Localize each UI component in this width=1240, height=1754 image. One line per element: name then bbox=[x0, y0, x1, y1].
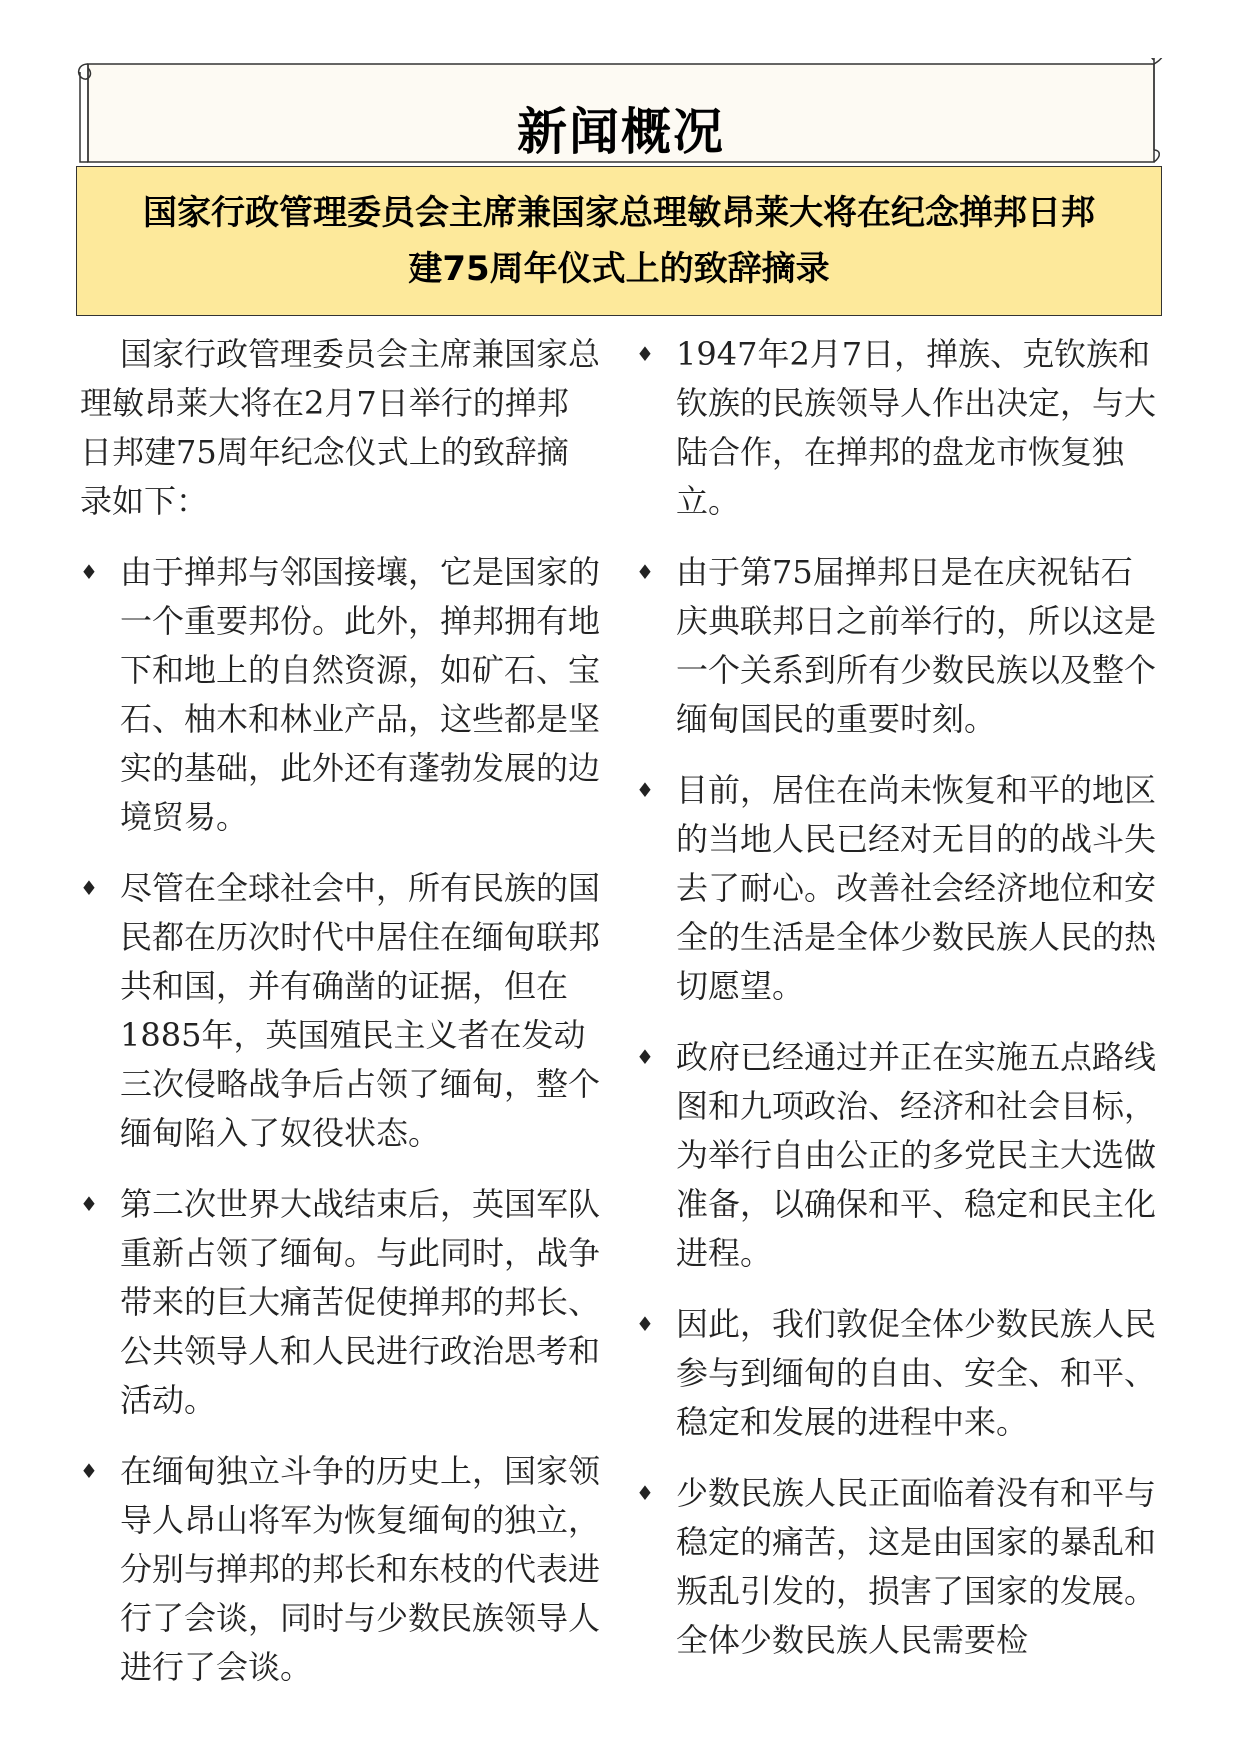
list-item bbox=[636, 1469, 1156, 1665]
bullet-text: 由于掸邦与邻国接壤，它是国家的一个重要邦份。此外，掸邦拥有地下和地上的自然资源，如矿石、宝石、柚木和林业产品，这些都是坚实的基础，此外还有蓬勃发展的边境贸易。 bbox=[120, 553, 601, 836]
headline-box bbox=[76, 166, 1162, 316]
diamond-bullet-icon: ♦ bbox=[636, 1481, 654, 1505]
right-column bbox=[636, 330, 1156, 1687]
bullet-text: 尽管在全球社会中，所有民族的国民都在历次时代中居住在缅甸联邦共和国，并有确凿的证据，但在1885年，英国殖民主义者在发动三次侵略战争后占领了缅甸，整个缅甸陷入了奴役状态。 bbox=[120, 869, 601, 1152]
list-item bbox=[80, 864, 600, 1158]
bullet-text: 少数民族人民正面临着没有和平与稳定的痛苦，这是由国家的暴乱和叛乱引发的，损害了国家的发展。全体少数民族人民需要检 bbox=[676, 1474, 1157, 1659]
list-item bbox=[636, 330, 1156, 526]
list-item bbox=[636, 766, 1156, 1011]
list-item bbox=[80, 548, 600, 842]
diamond-bullet-icon: ♦ bbox=[80, 876, 98, 900]
headline-line-2: 建75周年仪式上的致辞摘录 bbox=[408, 249, 830, 289]
title-scroll-banner bbox=[76, 58, 1166, 166]
list-item bbox=[80, 1447, 600, 1692]
page-title: 新闻概况 bbox=[517, 103, 725, 161]
diamond-bullet-icon: ♦ bbox=[80, 1192, 98, 1216]
diamond-bullet-icon: ♦ bbox=[80, 1459, 98, 1483]
diamond-bullet-icon: ♦ bbox=[80, 560, 98, 584]
intro-paragraph: 国家行政管理委员会主席兼国家总理敏昂莱大将在2月7日举行的掸邦日邦建75周年纪念仪式上的致辞摘录如下： bbox=[80, 335, 601, 520]
bullet-text: 1947年2月7日，掸族、克钦族和钦族的民族领导人作出决定，与大陆合作，在掸邦的盘龙市恢复独立。 bbox=[676, 335, 1157, 520]
diamond-bullet-icon: ♦ bbox=[636, 342, 654, 366]
bullet-text: 政府已经通过并正在实施五点路线图和九项政治、经济和社会目标，为举行自由公正的多党民主大选做准备，以确保和平、稳定和民主化进程。 bbox=[676, 1038, 1157, 1272]
bullet-text: 目前，居住在尚未恢复和平的地区的当地人民已经对无目的的战斗失去了耐心。改善社会经济地位和安全的生活是全体少数民族人民的热切愿望。 bbox=[676, 771, 1157, 1005]
diamond-bullet-icon: ♦ bbox=[636, 1045, 654, 1069]
bullet-text: 在缅甸独立斗争的历史上，国家领导人昂山将军为恢复缅甸的独立，分别与掸邦的邦长和东枝的代表进行了会谈，同时与少数民族领导人进行了会谈。 bbox=[120, 1452, 601, 1686]
bullet-text: 因此，我们敦促全体少数民族人民参与到缅甸的自由、安全、和平、稳定和发展的进程中来。 bbox=[676, 1305, 1157, 1441]
left-column bbox=[80, 330, 600, 1714]
list-item bbox=[636, 1033, 1156, 1278]
headline-line-1: 国家行政管理委员会主席兼国家总理敏昂莱大将在纪念掸邦日邦 bbox=[143, 193, 1095, 233]
list-item bbox=[636, 548, 1156, 744]
diamond-bullet-icon: ♦ bbox=[636, 560, 654, 584]
list-item bbox=[636, 1300, 1156, 1447]
diamond-bullet-icon: ♦ bbox=[636, 778, 654, 802]
bullet-text: 第二次世界大战结束后，英国军队重新占领了缅甸。与此同时，战争带来的巨大痛苦促使掸邦的邦长、公共领导人和人民进行政治思考和活动。 bbox=[120, 1185, 601, 1419]
diamond-bullet-icon: ♦ bbox=[636, 1312, 654, 1336]
bullet-text: 由于第75届掸邦日是在庆祝钻石庆典联邦日之前举行的，所以这是一个关系到所有少数民族以及整个缅甸国民的重要时刻。 bbox=[676, 553, 1157, 738]
list-item bbox=[80, 1180, 600, 1425]
